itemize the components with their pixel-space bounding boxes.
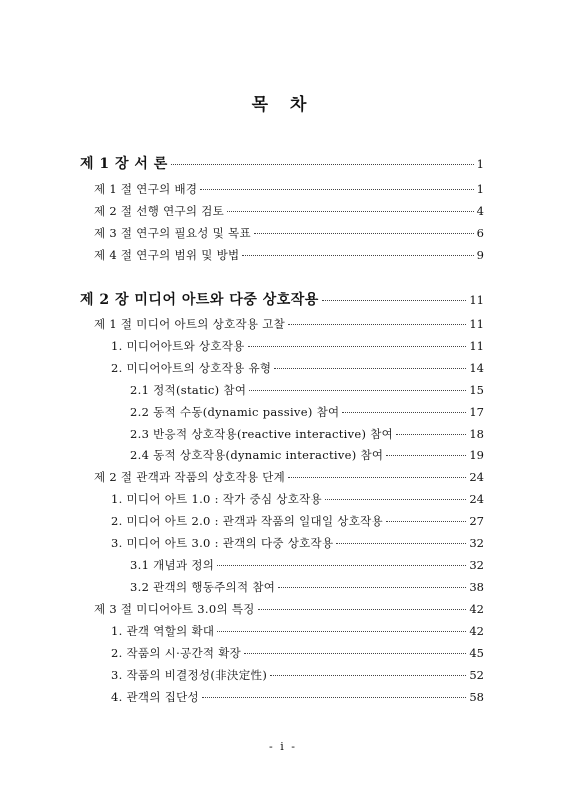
dot-leader xyxy=(227,211,474,212)
toc-entry-subsection[interactable] xyxy=(111,645,484,661)
toc-entry-section[interactable] xyxy=(94,601,484,617)
dot-leader xyxy=(322,300,467,301)
toc-entry-subsubsection[interactable] xyxy=(130,404,484,420)
toc-entry-label: 1. 미디어아트와 상호작용 xyxy=(111,339,245,353)
toc-entry-page: 15 xyxy=(469,383,484,397)
toc-entry-section[interactable] xyxy=(94,247,484,263)
dot-leader xyxy=(325,499,466,500)
toc-entry-label: 4. 관객의 집단성 xyxy=(111,690,199,704)
dot-leader xyxy=(288,477,466,478)
dot-leader xyxy=(274,368,466,369)
toc-entry-subsection[interactable] xyxy=(111,491,484,507)
toc-entry-page: 17 xyxy=(469,405,484,419)
toc-entry-subsection[interactable] xyxy=(111,623,484,639)
dot-leader xyxy=(336,543,466,544)
dot-leader xyxy=(396,434,466,435)
toc-entry-page: 32 xyxy=(469,558,484,572)
dot-leader xyxy=(270,675,466,676)
toc-entry-label: 제 3 절 연구의 필요성 및 목표 xyxy=(94,226,251,240)
toc-entry-page: 11 xyxy=(469,317,484,331)
toc-entry-subsection[interactable] xyxy=(111,513,484,529)
dot-leader xyxy=(249,390,466,391)
toc-entry-page: 24 xyxy=(469,470,484,484)
toc-entry-page: 42 xyxy=(469,602,484,616)
toc-entry-subsection[interactable] xyxy=(111,667,484,683)
dot-leader xyxy=(244,653,466,654)
toc-entry-page: 27 xyxy=(469,514,484,528)
toc-entry-page: 19 xyxy=(469,448,484,462)
toc-entry-section[interactable] xyxy=(94,203,484,219)
toc-entry-label: 제 1 장 서 론 xyxy=(80,156,168,172)
toc-entry-page: 52 xyxy=(469,668,484,682)
toc-entry-page: 1 xyxy=(476,157,484,171)
toc-entry-page: 45 xyxy=(469,646,484,660)
toc-entry-label: 3. 미디어 아트 3.0 : 관객의 다중 상호작용 xyxy=(111,536,334,550)
toc-entry-subsection[interactable] xyxy=(111,338,484,354)
toc-entry-chapter-2[interactable] xyxy=(80,289,484,309)
toc-entry-section[interactable] xyxy=(94,469,484,485)
toc-entry-page: 14 xyxy=(469,361,484,375)
toc-entry-label: 3. 작품의 비결정성(非決定性) xyxy=(111,668,268,682)
toc-entry-page: 18 xyxy=(469,427,484,441)
toc-title: 목 차 xyxy=(251,95,315,115)
toc-entry-label: 제 2 절 선행 연구의 검토 xyxy=(94,204,225,218)
toc-entry-label: 제 4 절 연구의 범위 및 방법 xyxy=(94,248,240,262)
toc-entry-subsection[interactable] xyxy=(111,360,484,376)
toc-entry-label: 2. 미디어 아트 2.0 : 관객과 작품의 일대일 상호작용 xyxy=(111,514,383,528)
dot-leader xyxy=(386,521,466,522)
toc-entry-label: 제 2 절 관객과 작품의 상호작용 단계 xyxy=(94,470,286,484)
dot-leader xyxy=(342,412,466,413)
toc-entry-page: 11 xyxy=(469,293,484,307)
toc-entry-label: 제 1 절 연구의 배경 xyxy=(94,182,198,196)
toc-entry-page: 38 xyxy=(469,580,484,594)
toc-entry-subsubsection[interactable] xyxy=(130,382,484,398)
toc-entry-subsection[interactable] xyxy=(111,535,484,551)
toc-entry-page: 58 xyxy=(469,690,484,704)
dot-leader xyxy=(171,164,474,165)
toc-entry-page: 9 xyxy=(476,248,484,262)
dot-leader xyxy=(242,255,473,256)
toc-entry-page: 4 xyxy=(476,204,484,218)
toc-entry-label: 제 1 절 미디어 아트의 상호작용 고찰 xyxy=(94,317,286,331)
dot-leader xyxy=(202,697,466,698)
toc-entry-label: 1. 관객 역할의 확대 xyxy=(111,624,215,638)
toc-entry-section[interactable] xyxy=(94,225,484,241)
toc-entry-subsubsection[interactable] xyxy=(130,426,484,442)
dot-leader xyxy=(217,565,466,566)
dot-leader xyxy=(278,587,466,588)
toc-entry-subsubsection[interactable] xyxy=(130,579,484,595)
dot-leader xyxy=(258,609,467,610)
toc-entry-label: 3.2 관객의 행동주의적 참여 xyxy=(130,580,276,594)
page-number: - i - xyxy=(269,740,297,753)
toc-entry-label: 제 2 장 미디어 아트와 다중 상호작용 xyxy=(80,292,319,308)
toc-entry-page: 42 xyxy=(469,624,484,638)
toc-entry-label: 2. 미디어아트의 상호작용 유형 xyxy=(111,361,272,375)
toc-entry-section[interactable] xyxy=(94,181,484,197)
toc-entry-chapter-1[interactable] xyxy=(80,153,484,173)
toc-entry-page: 6 xyxy=(476,226,484,240)
dot-leader xyxy=(217,631,466,632)
toc-entry-page: 11 xyxy=(469,339,484,353)
toc-entry-subsection[interactable] xyxy=(111,689,484,705)
toc-entry-page: 1 xyxy=(476,182,484,196)
toc-entry-subsubsection[interactable] xyxy=(130,557,484,573)
toc-entry-label: 제 3 절 미디어아트 3.0의 특징 xyxy=(94,602,255,616)
dot-leader xyxy=(386,455,466,456)
toc-entry-label: 2.4 동적 상호작용(dynamic interactive) 참여 xyxy=(130,448,384,462)
dot-leader xyxy=(200,189,473,190)
toc-entry-label: 1. 미디어 아트 1.0 : 작가 중심 상호작용 xyxy=(111,492,322,506)
toc-entry-page: 24 xyxy=(469,492,484,506)
toc-entry-subsubsection[interactable] xyxy=(130,447,484,463)
toc-entry-page: 32 xyxy=(469,536,484,550)
dot-leader xyxy=(254,233,474,234)
toc-entry-label: 2.3 반응적 상호작용(reactive interactive) 참여 xyxy=(130,427,394,441)
toc-entry-label: 2.2 동적 수동(dynamic passive) 참여 xyxy=(130,405,340,419)
toc-entry-label: 2.1 정적(static) 참여 xyxy=(130,383,247,397)
toc-entry-label: 3.1 개념과 정의 xyxy=(130,558,215,572)
toc-entry-section[interactable] xyxy=(94,316,484,332)
dot-leader xyxy=(288,324,466,325)
toc-entry-label: 2. 작품의 시·공간적 확장 xyxy=(111,646,242,660)
dot-leader xyxy=(248,346,467,347)
